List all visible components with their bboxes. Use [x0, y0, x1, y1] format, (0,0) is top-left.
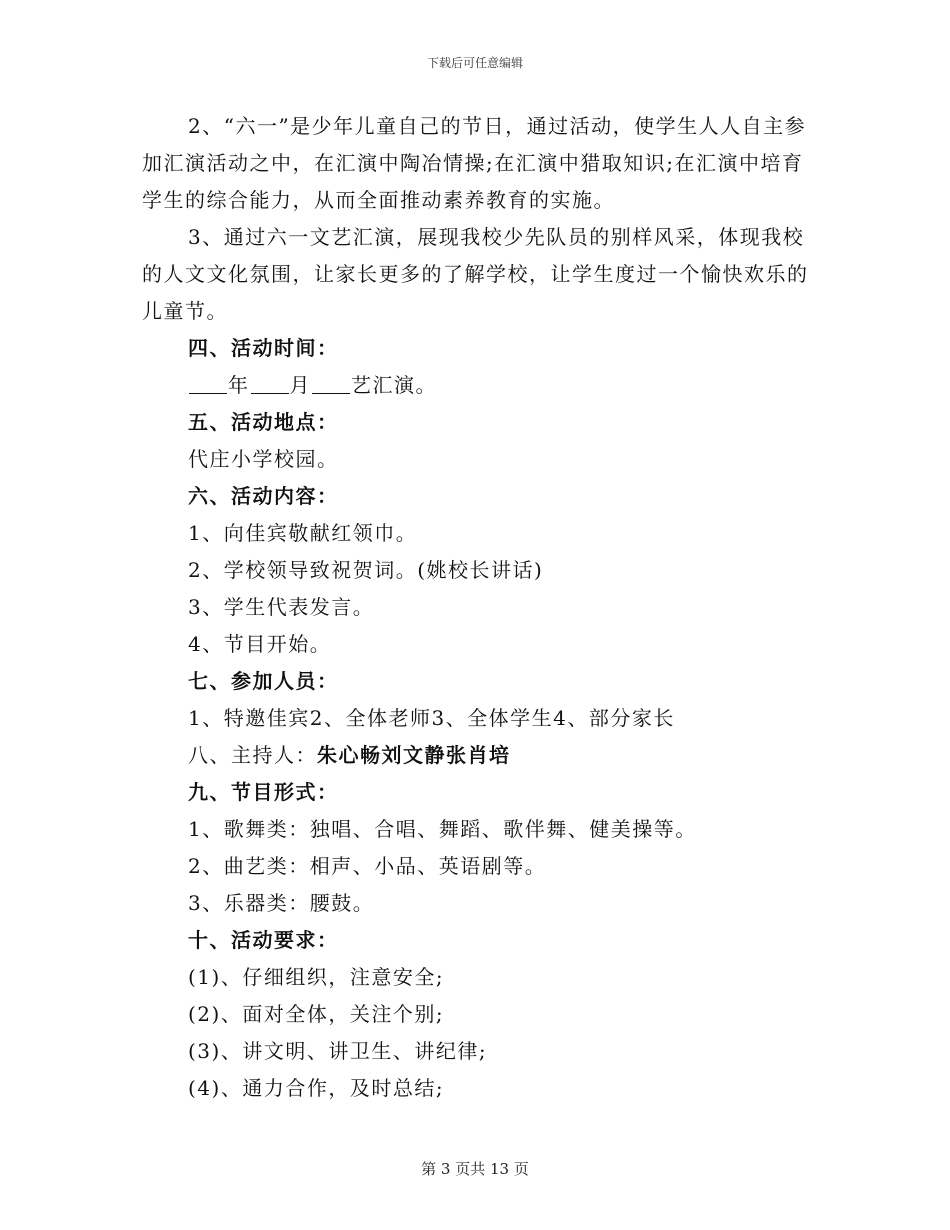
- requirement-item: (2)、面对全体，关注个别;: [188, 1002, 445, 1026]
- time-year: 年: [228, 373, 250, 397]
- content-item: 3、学生代表发言。: [188, 595, 375, 619]
- document-body: [142, 108, 812, 1107]
- requirement-item: (1)、仔细组织，注意安全;: [188, 965, 445, 989]
- content-heading: 六、活动内容：: [188, 484, 339, 508]
- requirement-item: (3)、讲文明、讲卫生、讲纪律;: [188, 1039, 488, 1063]
- form-item: 1、歌舞类：独唱、合唱、舞蹈、歌伴舞、健美操等。: [188, 817, 697, 841]
- content-item: 1、向佳宾敬献红领巾。: [188, 521, 418, 545]
- requirements-heading: 十、活动要求：: [188, 928, 339, 952]
- time-heading: 四、活动时间：: [188, 336, 339, 360]
- place-text: 代庄小学校园。: [188, 447, 339, 471]
- time-month: 月: [289, 373, 311, 397]
- day-blank: [312, 371, 350, 394]
- host-label: 八、主持人：: [188, 743, 317, 767]
- place-heading: 五、活动地点：: [188, 410, 339, 434]
- form-item: 2、曲艺类：相声、小品、英语剧等。: [188, 854, 547, 878]
- paragraph-3: 3、通过六一文艺汇演，展现我校少先队员的别样风采，体现我校的人文文化氛围，让家长更多的了解学校，让学生度过一个愉快欢乐的儿童节。: [142, 225, 809, 323]
- time-tail: 艺汇演。: [351, 373, 437, 397]
- paragraph-2: 2、“六一”是少年儿童自己的节日，通过活动，使学生人人自主参加汇演活动之中，在汇演中陶冶情操;在汇演中猎取知识;在汇演中培育学生的综合能力，从而全面推动素养教育的实施。: [142, 114, 807, 212]
- content-item: 2、学校领导致祝贺词。(姚校长讲话): [188, 558, 544, 582]
- month-blank: [251, 371, 289, 394]
- requirement-item: (4)、通力合作，及时总结;: [188, 1076, 445, 1100]
- people-text: 1、特邀佳宾2、全体老师3、全体学生4、部分家长: [188, 706, 675, 730]
- year-blank: [189, 371, 227, 394]
- form-heading: 九、节目形式：: [188, 780, 339, 804]
- form-item: 3、乐器类：腰鼓。: [188, 891, 375, 915]
- people-heading: 七、参加人员：: [188, 669, 339, 693]
- page-footer: 第 3 页共 13 页: [421, 1160, 529, 1178]
- host-names: 朱心畅刘文静张肖培: [317, 743, 511, 767]
- host-line: [142, 737, 812, 774]
- content-item: 4、节目开始。: [188, 632, 332, 656]
- page-header: 下载后可任意编辑: [426, 56, 523, 70]
- time-line: [142, 367, 812, 404]
